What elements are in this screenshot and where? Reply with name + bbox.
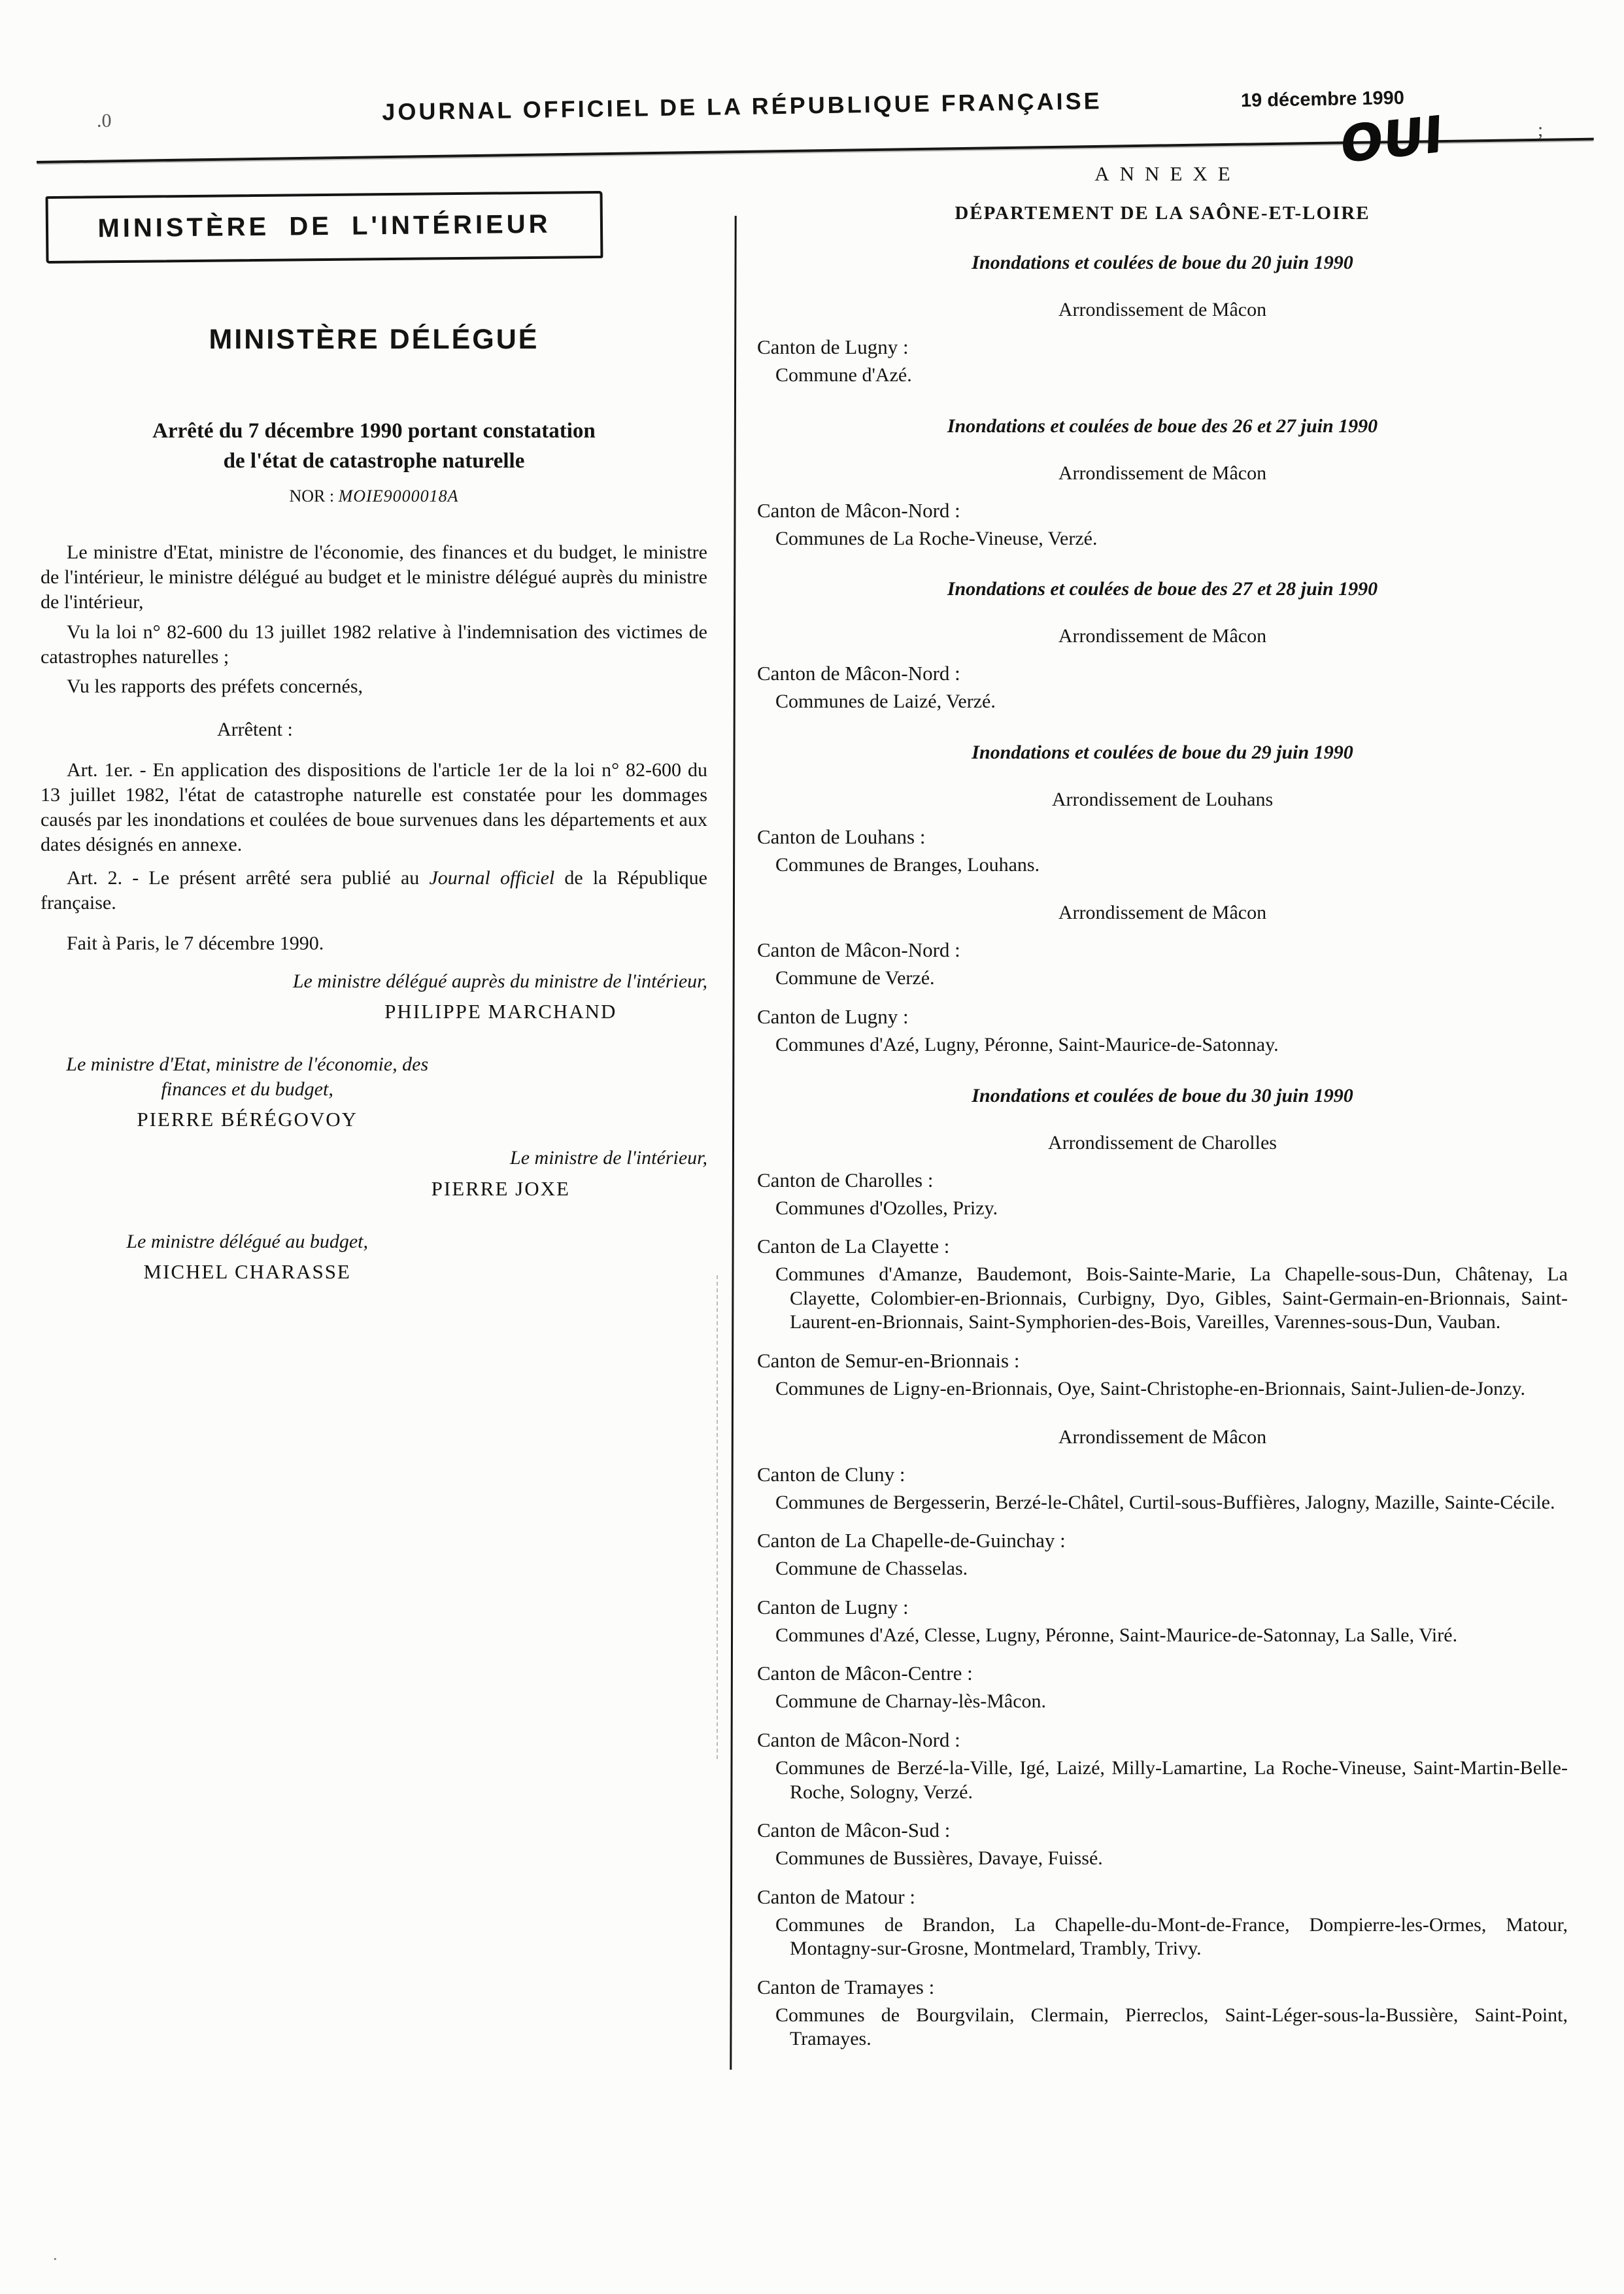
- signature-role: Le ministre délégué auprès du ministre de l'intérieur,: [292, 970, 707, 992]
- signature-block: [41, 969, 707, 1024]
- canton-heading: Canton de Lugny :: [757, 1004, 909, 1028]
- annexe-column: [757, 162, 1568, 2051]
- decree-paragraph: Vu la loi n° 82-600 du 13 juillet 1982 relative à l'indemnisation des victimes de catastrophes naturelles ;: [41, 621, 707, 668]
- arrondissement-heading: Arrondissement de Mâcon: [1058, 299, 1267, 320]
- handwritten-oui-annotation: OUI: [1339, 104, 1444, 174]
- communes-list: Communes d'Ozolles, Prizy.: [775, 1197, 998, 1219]
- communes-list: Commune de Charnay-lès-Mâcon.: [775, 1690, 1047, 1713]
- signature-block: [41, 1146, 707, 1201]
- decree-paragraph: Le ministre d'Etat, ministre de l'économie, des finances et du budget, le ministre de l'intérieur, le ministre délégué au budget et le ministre délégué auprès du ministre de l'intérieur,: [41, 541, 707, 613]
- canton-heading: Canton de Louhans :: [757, 825, 926, 848]
- decree-paragraphs: [41, 540, 707, 699]
- signature-name: MICHEL CHARASSE: [143, 1260, 351, 1284]
- arrondissement-heading: Arrondissement de Charolles: [1048, 1131, 1277, 1154]
- canton-heading: Canton de Mâcon-Nord :: [757, 662, 960, 685]
- fait-a-paris-line: Fait à Paris, le 7 décembre 1990.: [67, 932, 324, 954]
- communes-list: Commune d'Azé.: [775, 364, 912, 386]
- canton-heading: Canton de Lugny :: [757, 1595, 909, 1618]
- signature-name: PIERRE JOXE: [431, 1176, 570, 1200]
- communes-list: Communes d'Azé, Clesse, Lugny, Péronne, Saint-Maurice-de-Satonnay, La Salle, Viré.: [775, 1624, 1458, 1646]
- canton-heading: Canton de Lugny :: [757, 335, 909, 358]
- flood-event-title: Inondations et coulées de boue des 27 et 28 juin 1990: [947, 578, 1378, 600]
- decree-column: [41, 194, 707, 1284]
- article-1: Art. 1er. - En application des dispositions de l'article 1er de la loi n° 82-600 du 13 juillet 1982, l'état de catastrophe naturelle est constatée pour les dommages causés par les inondations et coulées de boue survenues dans les départements et aux dates désignés en annexe.: [41, 759, 707, 855]
- communes-list: Communes de Bourgvilain, Clermain, Pierreclos, Saint-Léger-sous-la-Bussière, Saint-Point, Tramayes.: [775, 2004, 1568, 2050]
- decree-title: [67, 416, 681, 476]
- column-divider-rule: [730, 216, 736, 2070]
- communes-list: Communes de Laizé, Verzé.: [775, 691, 996, 713]
- nor-line: [41, 487, 707, 506]
- signatures: [41, 969, 707, 1284]
- flood-event-title: Inondations et coulées de boue des 26 et 27 juin 1990: [947, 415, 1378, 437]
- canton-heading: Canton de Semur-en-Brionnais :: [757, 1348, 1020, 1372]
- canton-heading: Canton de Mâcon-Nord :: [757, 498, 960, 522]
- arrondissement-heading: Arrondissement de Mâcon: [1058, 1426, 1267, 1448]
- flood-event-title: Inondations et coulées de boue du 20 juin 1990: [972, 252, 1353, 273]
- scan-speck: ·: [52, 2250, 58, 2268]
- nor-label: NOR :: [289, 487, 339, 506]
- communes-list: Communes de La Roche-Vineuse, Verzé.: [775, 527, 1098, 549]
- annexe-sections: [757, 252, 1568, 2051]
- canton-heading: Canton de Cluny :: [757, 1462, 905, 1486]
- communes-list: Communes d'Amanze, Baudemont, Bois-Sainte-Marie, La Chapelle-sous-Dun, Châtenay, La Clayette, Colombier-en-Brionnais, Curbigny, Dyo, Gibles, Saint-Germain-en-Brionnais, Saint-Laurent-en-Brionnais, Saint-Symphorien-des-Bois, Vareilles, Varennes-sous-Dun, Vauban.: [775, 1263, 1568, 1333]
- article-2-journal-officiel: Journal officiel: [429, 867, 555, 889]
- article-2-suffix: de la République française.: [41, 867, 707, 914]
- department-heading: DÉPARTEMENT DE LA SAÔNE-ET-LOIRE: [955, 203, 1370, 224]
- decree-paragraph: Vu les rapports des préfets concernés,: [67, 676, 364, 698]
- communes-list: Commune de Verzé.: [775, 967, 935, 989]
- communes-list: Communes de Bergesserin, Berzé-le-Châtel, Curtil-sous-Buffières, Jalogny, Mazille, Sainte-Cécile.: [775, 1491, 1555, 1513]
- decree-title-line1: Arrêté du 7 décembre 1990 portant constatation: [152, 419, 596, 443]
- ministere-delegue-heading: MINISTÈRE DÉLÉGUÉ: [209, 324, 539, 355]
- canton-heading: Canton de Matour :: [757, 1885, 915, 1908]
- annexe-heading: ANNEXE: [1094, 162, 1241, 185]
- issue-date: 19 décembre 1990: [1240, 87, 1405, 112]
- communes-list: Communes de Brandon, La Chapelle-du-Mont-de-France, Dompierre-les-Ormes, Matour, Montagny-sur-Grosne, Montmelard, Trambly, Trivy.: [775, 1913, 1568, 1960]
- canton-heading: Canton de La Chapelle-de-Guinchay :: [757, 1529, 1066, 1552]
- signature-role: Le ministre délégué au budget,: [126, 1230, 369, 1252]
- canton-heading: Canton de Mâcon-Centre :: [757, 1662, 973, 1685]
- journal-title: JOURNAL OFFICIEL DE LA RÉPUBLIQUE FRANÇAISE: [382, 87, 1102, 126]
- signature-name: PIERRE BÉRÉGOVOY: [137, 1108, 358, 1131]
- signature-block: [41, 1052, 454, 1131]
- canton-heading: Canton de Charolles :: [757, 1168, 934, 1191]
- flood-event-title: Inondations et coulées de boue du 30 juin 1990: [972, 1084, 1353, 1106]
- nor-code: MOIE9000018A: [338, 487, 459, 506]
- page-corner-mark: .0: [97, 110, 112, 131]
- article-2-prefix: Art. 2. - Le présent arrêté sera publié au: [67, 867, 430, 889]
- canton-heading: Canton de La Clayette :: [757, 1235, 950, 1258]
- arrondissement-heading: Arrondissement de Mâcon: [1058, 462, 1267, 484]
- arrondissement-heading: Arrondissement de Mâcon: [1058, 902, 1267, 924]
- arrondissement-heading: Arrondissement de Louhans: [1051, 788, 1274, 810]
- communes-list: Communes d'Azé, Lugny, Péronne, Saint-Maurice-de-Satonnay.: [775, 1033, 1279, 1055]
- scan-pencil-artifact: [717, 1275, 718, 1759]
- flood-event-title: Inondations et coulées de boue du 29 juin 1990: [972, 741, 1353, 763]
- canton-heading: Canton de Mâcon-Sud :: [757, 1819, 951, 1842]
- signature-role: Le ministre d'Etat, ministre de l'économie, des finances et du budget,: [66, 1053, 429, 1100]
- decree-title-line2: de l'état de catastrophe naturelle: [223, 449, 525, 473]
- signature-role: Le ministre de l'intérieur,: [510, 1147, 707, 1169]
- communes-list: Communes de Branges, Louhans.: [775, 853, 1040, 876]
- canton-heading: Canton de Mâcon-Nord :: [757, 1728, 960, 1751]
- article-2: [41, 866, 707, 916]
- signature-block: [41, 1229, 454, 1284]
- canton-heading: Canton de Mâcon-Nord :: [757, 938, 960, 962]
- ministry-box-title: MINISTÈRE DE L'INTÉRIEUR: [46, 191, 603, 264]
- signature-name: PHILIPPE MARCHAND: [384, 1000, 617, 1023]
- communes-list: Communes de Berzé-la-Ville, Igé, Laizé, Milly-Lamartine, La Roche-Vineuse, Saint-Martin-Belle-Roche, Sologny, Verzé.: [775, 1756, 1568, 1803]
- communes-list: Communes de Ligny-en-Brionnais, Oye, Saint-Christophe-en-Brionnais, Saint-Julien-de-Jonzy.: [775, 1377, 1526, 1399]
- scan-speck: ;: [1538, 119, 1544, 141]
- canton-heading: Canton de Tramayes :: [757, 1975, 935, 1998]
- communes-list: Communes de Bussières, Davaye, Fuissé.: [775, 1847, 1103, 1870]
- communes-list: Commune de Chasselas.: [775, 1558, 968, 1580]
- arrondissement-heading: Arrondissement de Mâcon: [1058, 625, 1267, 647]
- arretent-line: Arrêtent :: [217, 719, 293, 741]
